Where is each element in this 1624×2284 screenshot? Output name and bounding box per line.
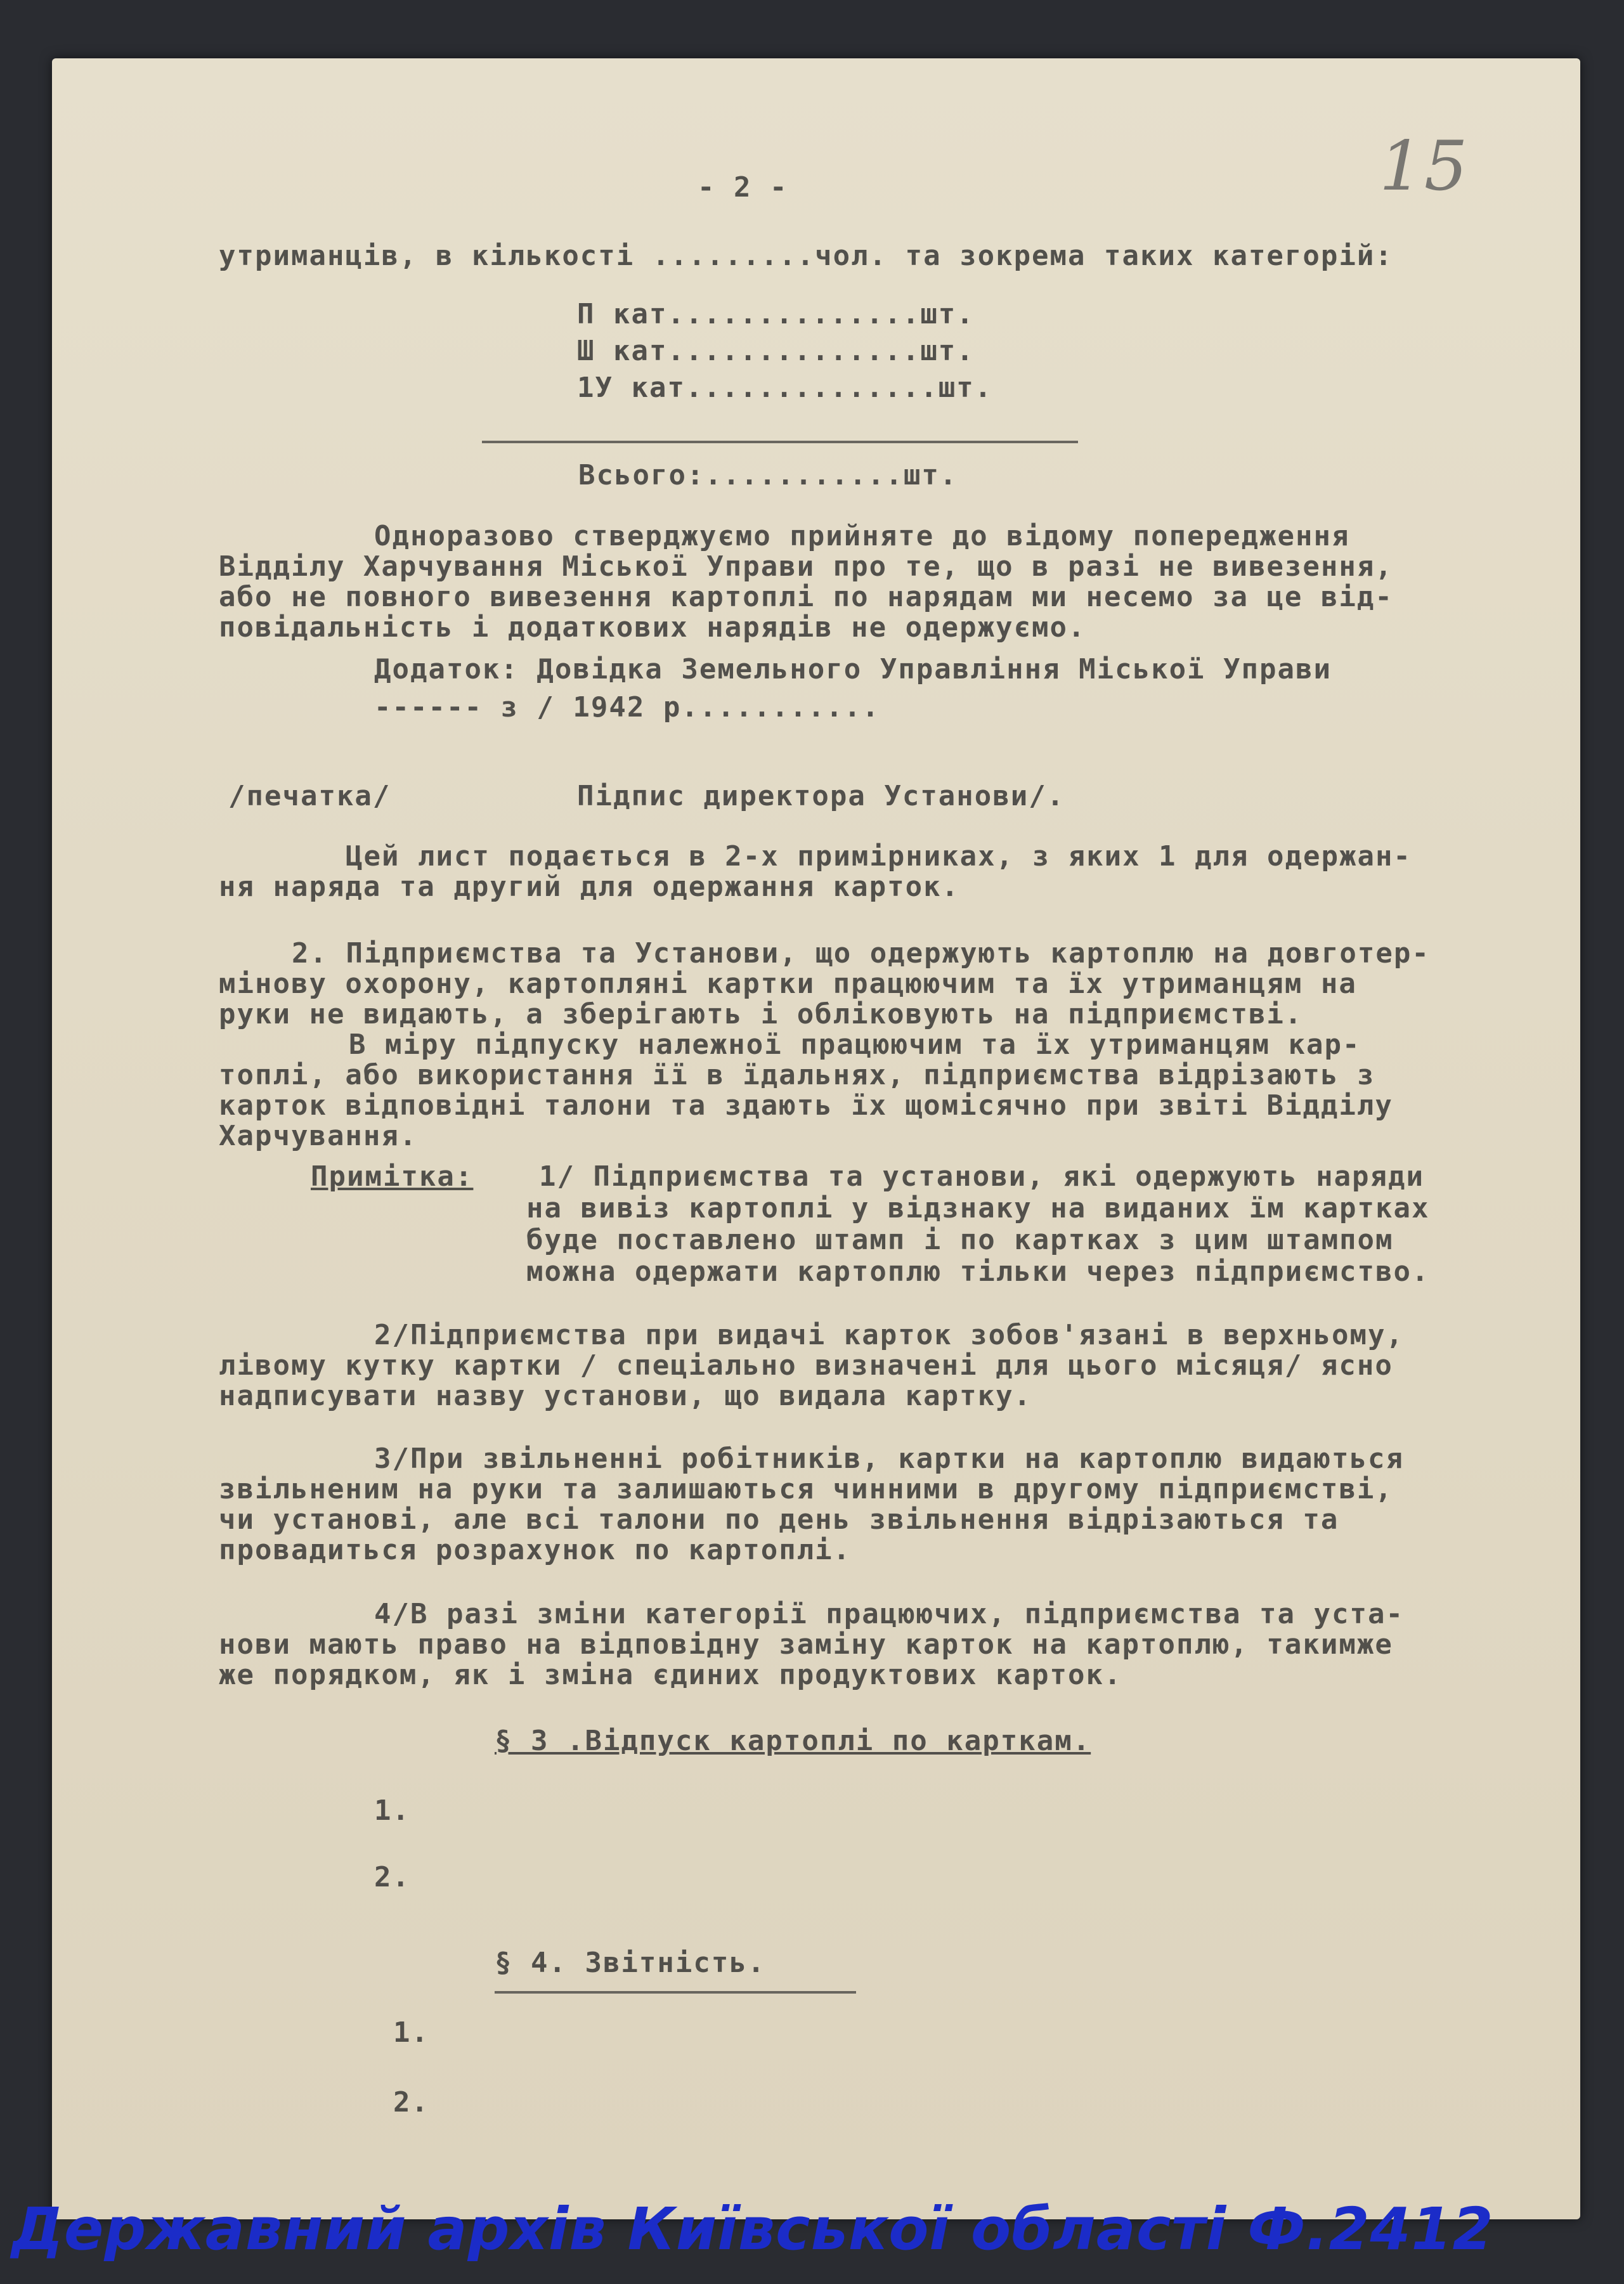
note4-line-1: 4/В разі зміни категорії працюючих, підприємства та уста-: [374, 1598, 1404, 1630]
archive-watermark: Державний архів Київської області Ф.2412: [11, 2195, 1494, 2263]
note2-line-3: надписувати назву установи, що видала картку.: [219, 1380, 1032, 1412]
para1-line-4: повідальність і додаткових нарядів не одержуємо.: [219, 611, 1086, 644]
section4-underline: [495, 1991, 856, 1994]
note3-line-3: чи установі, але всі талони по день звільнення відрізаються та: [219, 1503, 1339, 1536]
note1-line-3: буде поставлено штамп і по картках з цим штампом: [526, 1224, 1394, 1256]
section2-line-3: руки не видають, а зберігають і обліковують на підприємстві.: [219, 998, 1303, 1030]
note1-line-1: 1/ Підприємства та установи, які одержують наряди: [539, 1160, 1425, 1193]
page-header: - 2 -: [698, 171, 788, 204]
copies-line-1: Цей лист подається в 2-х примірниках, з яких 1 для одержан-: [346, 840, 1412, 873]
section4-item-1: 1.: [393, 2016, 429, 2049]
section4-title: § 4. Звітність.: [495, 1947, 766, 1979]
section2-line-2: мінову охорону, картопляні картки працюючим та їх утриманцям на: [219, 968, 1357, 1000]
total-rule: [482, 441, 1078, 443]
category-line-3: Ш кат..............шт.: [577, 335, 975, 367]
category-line-2: П кат..............шт.: [577, 298, 975, 330]
section4-item-2: 2.: [393, 2086, 429, 2119]
signature-placeholder: Підпис директора Установи/.: [577, 780, 1065, 812]
attachment-line-1: Додаток: Довідка Земельного Управління Міської Управи: [374, 653, 1332, 685]
note1-line-2: на вивіз картоплі у відзнаку на виданих їм картках: [526, 1192, 1430, 1224]
section2-line-6: карток відповідні талони та здають їх щомісячно при звіті Відділу: [219, 1089, 1393, 1122]
section3-item-2: 2.: [374, 1861, 410, 1893]
attachment-line-2: ------ з / 1942 р...........: [374, 691, 880, 723]
note3-line-2: звільненим на руки та залишаються чинними в другому підприємстві,: [219, 1473, 1393, 1505]
note-label: Примітка:: [311, 1160, 474, 1193]
note3-line-1: 3/При звільненні робітників, картки на картоплю видаються: [374, 1443, 1404, 1475]
total-line: Всього:...........шт.: [578, 459, 958, 491]
intro-line: утриманців, в кількості .........чол. та зокрема таких категорій:: [219, 240, 1393, 272]
category-line-4: 1У кат..............шт.: [577, 372, 993, 404]
section3-title: § 3 .Відпуск картоплі по карткам.: [495, 1725, 1091, 1757]
stamp-placeholder: /печатка/: [228, 780, 391, 812]
note2-line-1: 2/Підприємства при видачі карток зобов'язані в верхньому,: [374, 1319, 1404, 1351]
note2-line-2: лівому кутку картки / спеціально визначені для цього місяця/ ясно: [219, 1349, 1393, 1382]
note3-line-4: провадиться розрахунок по картоплі.: [219, 1534, 852, 1566]
section2-line-7: Харчування.: [219, 1120, 418, 1152]
section2-line-4: В міру підпуску належної працюючим та їх утриманцям кар-: [349, 1028, 1361, 1061]
section2-line-5: топлі, або використання її в їдальнях, підприємства відрізають з: [219, 1059, 1375, 1091]
section3-item-1: 1.: [374, 1794, 410, 1827]
para1-line-1: Одноразово стверджуємо прийняте до відому попередження: [374, 520, 1350, 552]
para1-line-3: або не повного вивезення картоплі по нарядам ми несемо за це від-: [219, 581, 1393, 613]
section2-line-1: 2. Підприємства та Установи, що одержують картоплю на довготер-: [292, 937, 1430, 970]
handwritten-page-number: 15: [1379, 127, 1469, 206]
para1-line-2: Відділу Харчування Міської Управи про те, що в разі не вивезення,: [219, 550, 1393, 583]
copies-line-2: ня наряда та другий для одержання карток.: [219, 871, 960, 903]
note1-line-4: можна одержати картоплю тільки через підприємство.: [526, 1256, 1430, 1288]
note4-line-3: же порядком, як і зміна єдиних продуктових карток.: [219, 1659, 1122, 1691]
note4-line-2: нови мають право на відповідну заміну карток на картоплю, такимже: [219, 1628, 1393, 1661]
